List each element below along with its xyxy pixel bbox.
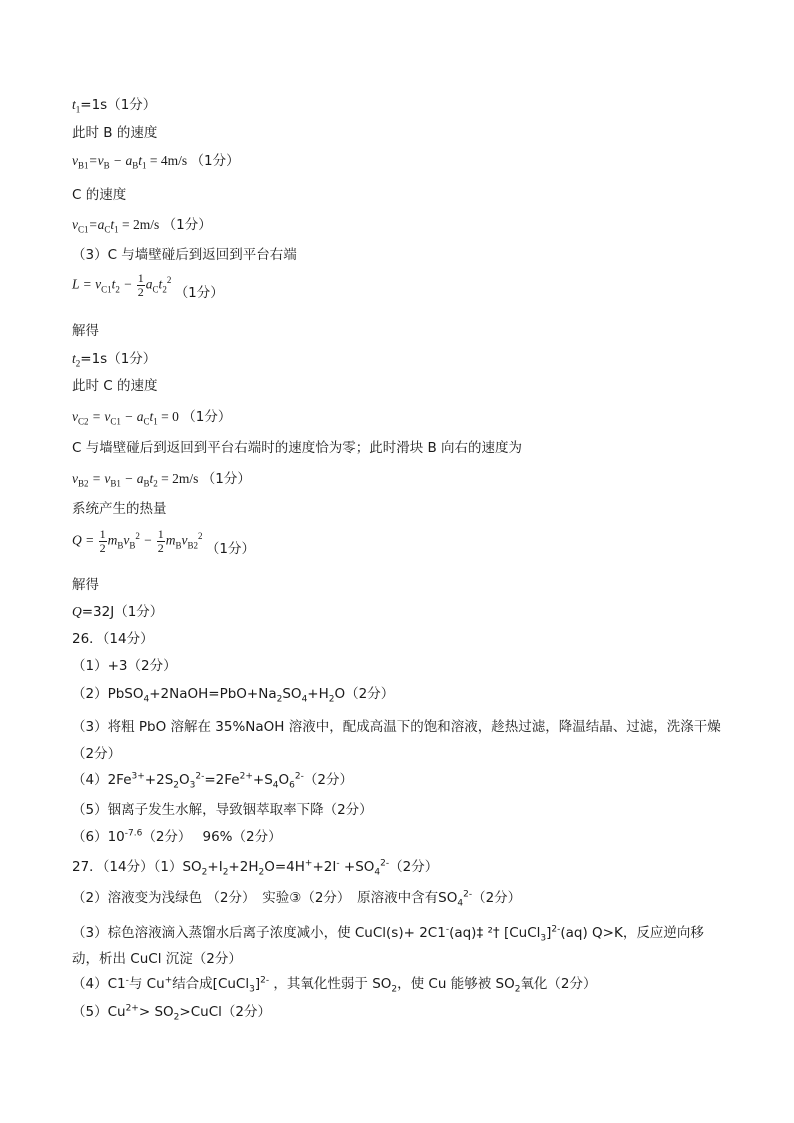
q26-answer-5: （5）铟离子发生水解，导致铟萃取率下降（2分） xyxy=(72,802,373,818)
q27-answer-2: （2）溶液变为浅绿色 （2分） 实验③（2分） 原溶液中含有$SO_4^{2-}(2$分） xyxy=(72,889,522,909)
q26-answer-1: （1）+3（2分） xyxy=(72,658,177,674)
fraction-half-2: $\frac{1}{2}$ xyxy=(157,527,164,555)
line-solve-2: 解得 xyxy=(72,577,99,593)
question-26-heading: 26．（14分） xyxy=(72,631,154,647)
q26-answer-2: $(2)PbSO_4+2NaOH=PbO+Na_2SO_4+H_2O(2$分） xyxy=(72,686,395,705)
q27-answer-4: （4）C1-与 Cu+结合成[CuCl$_3$]$^{2-}$ ，其氧化性弱于 $SO_2$，使 Cu 能够被 $SO_2$氧化（2分） xyxy=(72,975,597,995)
line-c-speed-heading-2: 此时 C 的速度 xyxy=(72,378,158,394)
line-solve-1: 解得 xyxy=(72,323,99,339)
q27-answer-5: $(5)Cu^{2+}>$ $SO_2>CuCl(2$分） xyxy=(72,1003,271,1023)
q26-answer-4: $(4)2Fe^{3+}+2S_2O_3^{2-}=2Fe^{2+}+S_4O_6^{2-}(2$分） xyxy=(72,771,353,791)
line-part3-heading: （3）C 与墙壁碰后到返回到平台右端 xyxy=(72,247,297,263)
equation-Q: Q = $\frac{1}{2}$ $m_Bv_B^2$ − $\frac{1}{2}$ $m_Bv_{B2}^2$ （1分） xyxy=(72,527,256,557)
equation-vb2: $v_{B2} = v_{B1} - a_Bt_2 = 2m/s$ （1分） xyxy=(72,471,251,489)
equation-vb1: $v_{B1}=v_B - a_Bt_1 = 4m/s$ （1分） xyxy=(72,153,240,171)
line-c-speed-heading: C 的速度 xyxy=(72,187,127,203)
fraction-half-1: $\frac{1}{2}$ xyxy=(99,527,106,555)
equation-L: $L = v_{C1}t_2$ − $\frac{1}{2}$ $a_Ct_2^2$ （1分） xyxy=(72,271,224,301)
fraction-half: $\frac{1}{2}$ xyxy=(137,271,144,299)
q26-answer-3: （3）将粗 PbO 溶解在 35%NaOH 溶液中，配成高温下的饱和溶液，趁热过滤，降温结晶、过滤，洗涤干燥（2分） xyxy=(72,719,721,762)
line-b-speed-statement: C 与墙壁碰后到返回到平台右端时的速度恰为零；此时滑块 B 向右的速度为 xyxy=(72,440,523,456)
line-b-speed-heading: 此时 B 的速度 xyxy=(72,125,158,141)
line-t2: $t_2=1s(1$分） xyxy=(72,351,157,369)
question-27-answer-1: 27．（14分）$(1)SO_2+I_2+2H_2O=4H^++2I^- +SO_4^{2-}(2$分） xyxy=(72,858,439,878)
line-q-result: Q=32J（1分） xyxy=(72,604,164,620)
equation-vc2: $v_{C2} = v_{C1} - a_Ct_1 = 0$ （1分） xyxy=(72,409,232,427)
equation-vc1: $v_{C1}=a_Ct_1 = 2m/s$ （1分） xyxy=(72,217,212,235)
q26-answer-6: $(6)10^{-7.6}(2$分） 96%（2分） xyxy=(72,828,282,845)
line-t1: $t_1=1s(1$分） xyxy=(72,97,157,115)
line-heat-heading: 系统产生的热量 xyxy=(72,501,167,517)
q27-answer-3: （3）棕色溶液滴入蒸馏水后离子浓度减小，使 CuCl(s)+ 2C1-(aq)‡ ²† [CuCl$_3$]$^{2-}$(aq) Q>K，反应逆向移动，析出 CuCl 沉淀（2分） xyxy=(72,924,704,967)
